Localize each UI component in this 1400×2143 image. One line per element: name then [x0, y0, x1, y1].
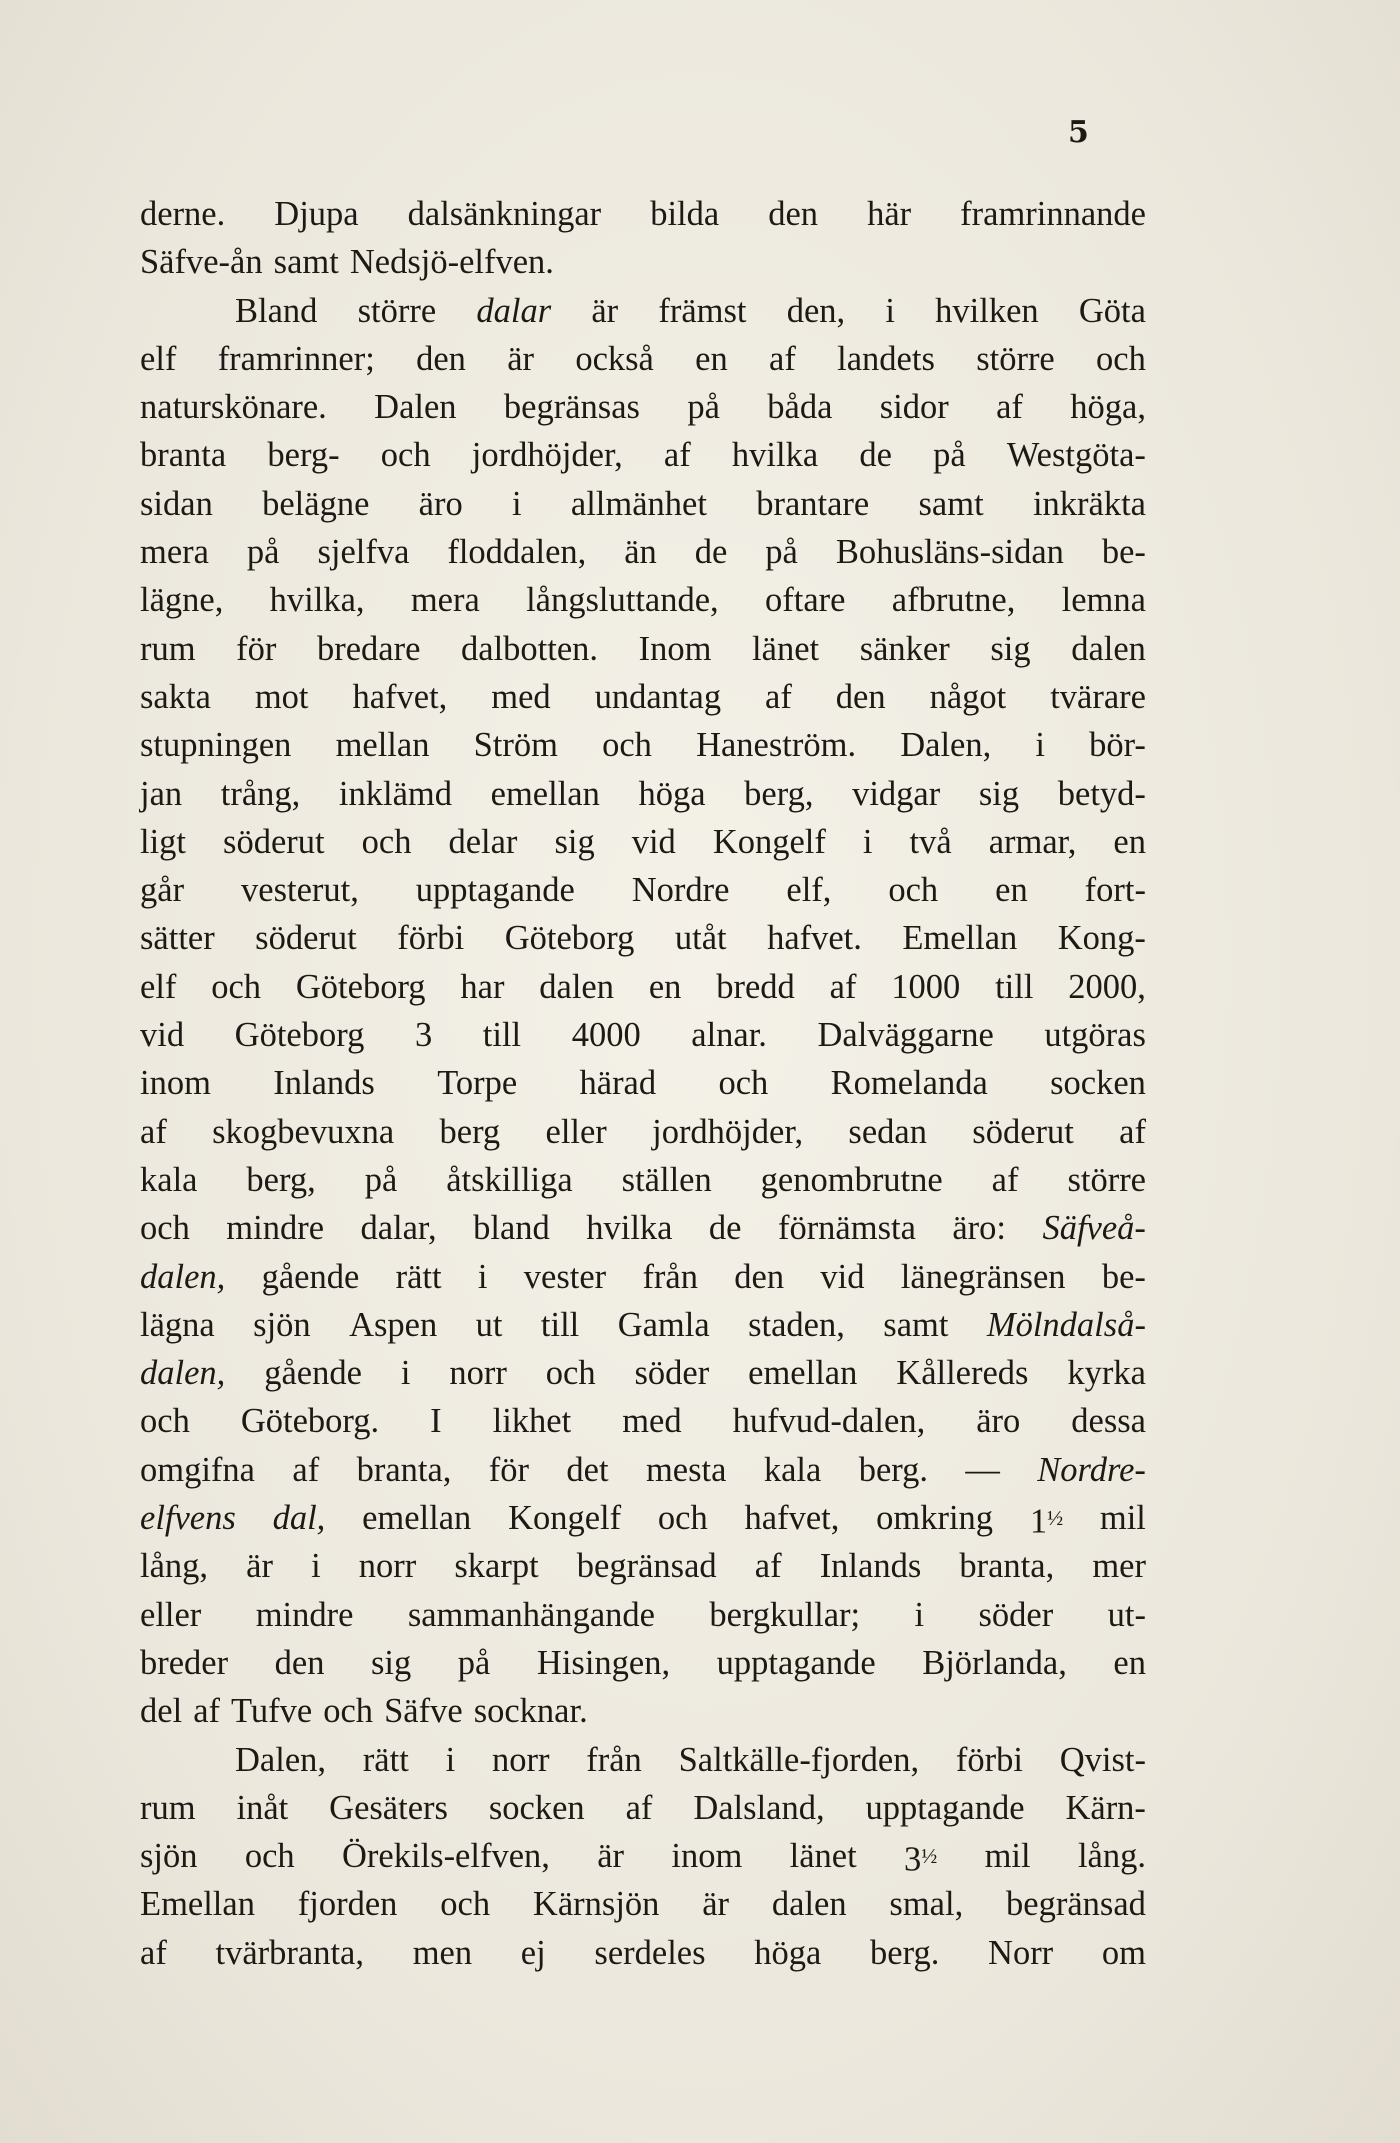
text-line: stupningen mellan Ström och Haneström. Dalen, i bör-	[140, 726, 1146, 765]
paragraph	[140, 287, 1146, 1736]
text-line: lägna sjön Aspen ut till Gamla staden, samt Mölndalså-	[140, 1305, 1146, 1344]
text-line: inom Inlands Torpe härad och Romelanda socken	[140, 1064, 1146, 1103]
text-line: rum för bredare dalbotten. Inom länet sänker sig dalen	[140, 629, 1146, 668]
text-line: sakta mot hafvet, med undantag af den något tvärare	[140, 677, 1146, 716]
text-line: ligt söderut och delar sig vid Kongelf i två armar, en	[140, 822, 1146, 861]
text-line: del af Tufve och Säfve socknar.	[140, 1692, 588, 1731]
text-line: dalen, gående i norr och söder emellan Kållereds kyrka	[140, 1354, 1146, 1393]
body-text	[140, 190, 1146, 1977]
text-line: går vesterut, upptagande Nordre elf, och en fort-	[140, 871, 1146, 910]
text-line: lägne, hvilka, mera långsluttande, oftare afbrutne, lemna	[140, 581, 1146, 620]
text-line: och mindre dalar, bland hvilka de förnämsta äro: Säfveå-	[140, 1209, 1146, 1248]
text-line: mera på sjelfva floddalen, än de på Bohusläns-sidan be-	[140, 533, 1146, 572]
text-line: vid Göteborg 3 till 4000 alnar. Dalväggarne utgöras	[140, 1016, 1146, 1055]
text-line: lång, är i norr skarpt begränsad af Inlands branta, mer	[140, 1547, 1146, 1586]
text-line: Säfve-ån samt Nedsjö-elfven.	[140, 243, 554, 282]
text-line: sätter söderut förbi Göteborg utåt hafvet. Emellan Kong-	[140, 919, 1146, 958]
text-line: elfvens dal, emellan Kongelf och hafvet, omkring $1^{\frac{1}{2}}$ mil	[140, 1499, 1146, 1541]
text-line: och Göteborg. I likhet med hufvud-dalen, äro dessa	[140, 1402, 1146, 1441]
text-line: jan trång, inklämd emellan höga berg, vidgar sig betyd-	[140, 774, 1146, 813]
text-line: breder den sig på Hisingen, upptagande Björlanda, en	[140, 1643, 1146, 1682]
text-line: eller mindre sammanhängande bergkullar; i söder ut-	[140, 1595, 1146, 1634]
text-line: sidan belägne äro i allmänhet brantare samt inkräkta	[140, 484, 1146, 523]
paragraph	[140, 190, 1146, 287]
text-line: Dalen, rätt i norr från Saltkälle-fjorden, förbi Qvist-	[235, 1740, 1146, 1779]
text-line: dalen, gående rätt i vester från den vid länegränsen be-	[140, 1257, 1146, 1296]
text-line: Bland större dalar är främst den, i hvilken Göta	[235, 291, 1146, 330]
text-line: Emellan fjorden och Kärnsjön är dalen smal, begränsad	[140, 1885, 1146, 1924]
page-number: 5	[1068, 115, 1089, 150]
text-line: af tvärbranta, men ej serdeles höga berg. Norr om	[140, 1933, 1146, 1972]
text-line: naturskönare. Dalen begränsas på båda sidor af höga,	[140, 388, 1146, 427]
text-line: branta berg- och jordhöjder, af hvilka de på Westgöta-	[140, 436, 1146, 475]
text-line: elf framrinner; den är också en af landets större och	[140, 339, 1146, 378]
text-line: derne. Djupa dalsänkningar bilda den här framrinnande	[140, 195, 1146, 233]
text-line: af skogbevuxna berg eller jordhöjder, sedan söderut af	[140, 1112, 1146, 1151]
paragraph	[140, 1736, 1146, 1977]
text-line: rum inåt Gesäters socken af Dalsland, upptagande Kärn-	[140, 1788, 1146, 1827]
text-line: elf och Göteborg har dalen en bredd af 1000 till 2000,	[140, 967, 1146, 1006]
text-line: omgifna af branta, för det mesta kala berg. — Nordre-	[140, 1450, 1146, 1489]
text-line: sjön och Örekils-elfven, är inom länet $3^{\frac{1}{2}}$ mil lång.	[140, 1837, 1146, 1879]
text-line: kala berg, på åtskilliga ställen genombrutne af större	[140, 1160, 1146, 1199]
